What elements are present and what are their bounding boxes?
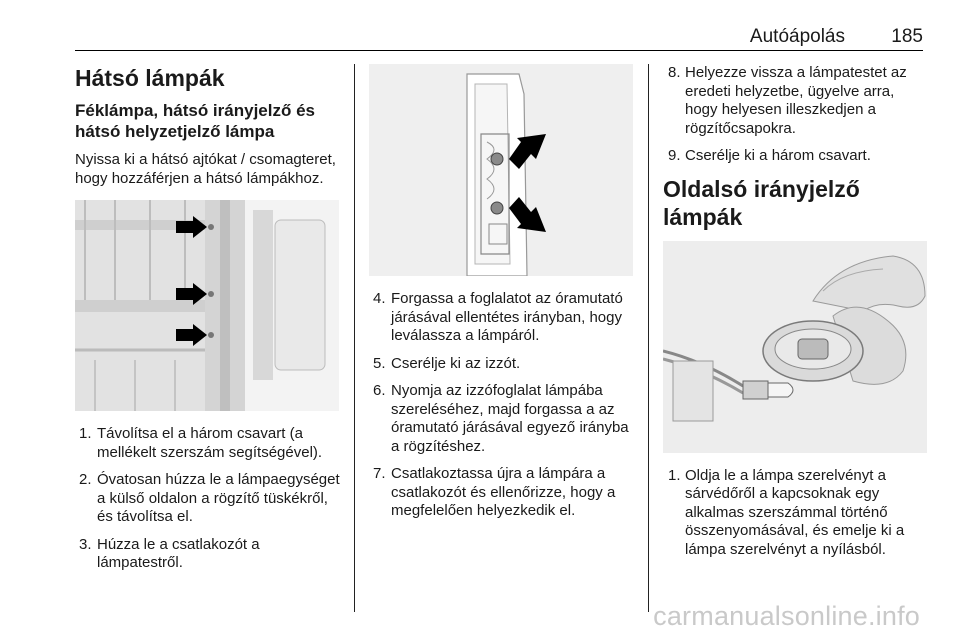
rear-lamp-illustration	[75, 200, 339, 411]
list-item: 8. Helyezze vissza a lámpatestet az eredeti helyzetbe, ügyelve arra, hogy helyesen illeszkedjen a rögzítőcsapokra.	[668, 64, 907, 137]
section-title: Autóápolás	[749, 26, 845, 47]
step-list	[663, 467, 927, 560]
bulb-holder-illustration	[369, 64, 633, 276]
column-divider	[648, 64, 649, 612]
list-item: 4. Forgassa a foglalatot az óramutató járásával ellentétes irányban, hogy leválassza a lámpáról.	[373, 290, 623, 344]
watermark: carmanualsonline.info	[653, 601, 920, 631]
list-item: 9. Cserélje ki a három csavart.	[668, 147, 871, 164]
list-item: 1. Távolítsa el a három csavart (a mellékelt szerszám segítségével).	[79, 425, 323, 461]
page-number: 185	[891, 26, 923, 47]
list-item: 5. Cserélje ki az izzót.	[373, 354, 521, 372]
step-list	[663, 64, 927, 166]
list-item: 3. Húzza le a csatlakozót a lámpatestről.	[79, 535, 260, 571]
list-item: 1. Oldja le a lámpa szerelvényt a sárvédőről a kapcsoknak egy alkalmas szerszámmal történő összenyomásával, és emelje ki a lámpa szerelvényt a nyílásból.	[668, 466, 905, 558]
intro-paragraph: Nyissa ki a hátsó ajtókat / csomagteret, hogy hozzáférjen a hátsó lámpákhoz.	[75, 151, 336, 187]
step-list	[75, 425, 341, 573]
column-left	[75, 64, 341, 582]
step-list	[369, 290, 635, 521]
list-item: 2. Óvatosan húzza le a lámpaegységet a külső oldalon a rögzítő tüskékről, és távolítsa el.	[79, 471, 340, 525]
column-right	[663, 64, 927, 568]
section-heading: Hátsó lámpák	[75, 65, 225, 91]
column-middle	[369, 64, 635, 530]
list-item: 7. Csatlakoztassa újra a lámpára a csatlakozót és ellenőrizze, hogy a megfelelően helyezkedik el.	[373, 465, 616, 519]
side-indicator-illustration	[663, 241, 927, 453]
subsection-heading: Féklámpa, hátsó irányjelző és hátsó helyzetjelző lámpa	[75, 101, 315, 141]
section-heading: Oldalsó irányjelző lámpák	[663, 175, 860, 230]
page-header	[75, 26, 923, 51]
list-item: 6. Nyomja az izzófoglalat lámpába szereléséhez, majd forgassa a az óramutató járásával egyező irányba a rögzítéshez.	[373, 382, 629, 455]
column-divider	[354, 64, 355, 612]
